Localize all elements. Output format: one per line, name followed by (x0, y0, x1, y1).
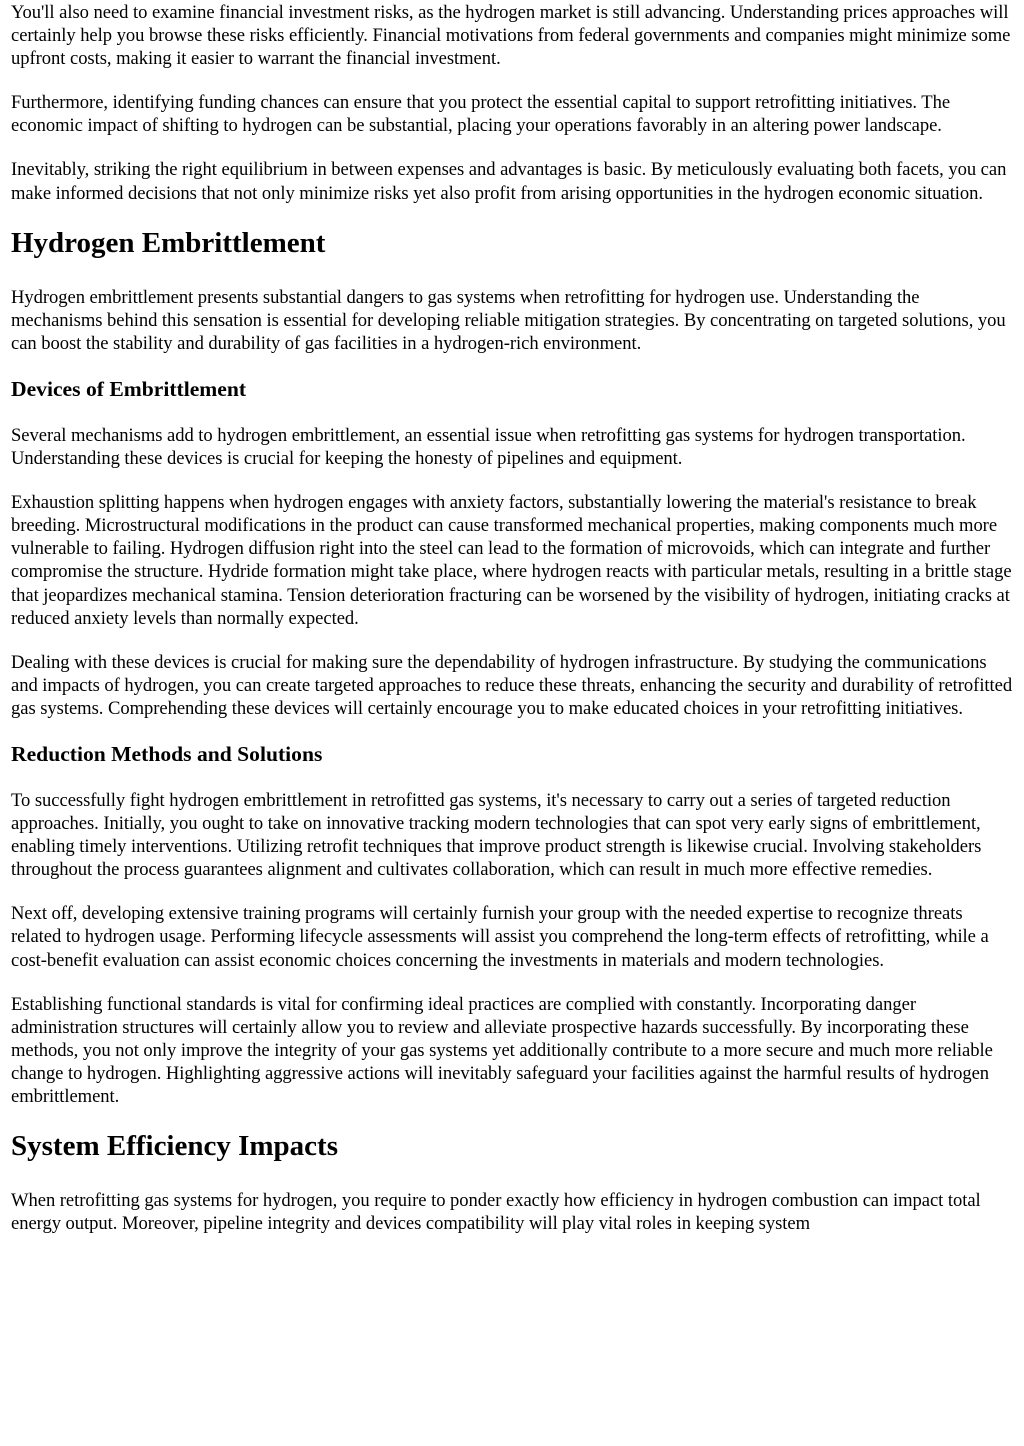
intro-paragraph-2: Furthermore, identifying funding chances can ensure that you protect the essential capital to support retrofitting initiatives. The economic impact of shifting to hydrogen can be substantial, placing your operations favorably in an altering power landscape. (11, 92, 951, 137)
sub1-paragraph-1: Several mechanisms add to hydrogen embrittlement, an essential issue when retrofitting gas systems for hydrogen transportation. Understanding these devices is crucial for keeping the honesty of pipelines and equipment. (11, 424, 966, 470)
sub2-paragraph-3: Establishing functional standards is vital for confirming ideal practices are complied with constantly. Incorporating danger administration structures will certainly allow you to review and alleviate prospective hazards successfully. By incorporating these methods, you not only improve the integrity of your gas systems yet additionally contribute to a more secure and much more reliable change to hydrogen. Highlighting aggressive actions will inevitably safeguard your facilities against the harmful results of hydrogen embrittlement. (11, 993, 993, 1107)
intro-paragraph-3: Inevitably, striking the right equilibrium in between expenses and advantages is basic. By meticulously evaluating both facets, you can make informed decisions that not only minimize risks yet also profit from arising opportunities in the hydrogen economic situation. (11, 159, 1007, 204)
subheading-devices-of-embrittlement: Devices of Embrittlement (11, 376, 247, 401)
section1-paragraph: Hydrogen embrittlement presents substantial dangers to gas systems when retrofitting for hydrogen use. Understanding the mechanisms behind this sensation is essential for developing reliable mitigation strategies. By concentrating on targeted solutions, you can boost the stability and durability of gas facilities in a hydrogen-rich environment. (11, 286, 1006, 354)
sub1-paragraph-3: Dealing with these devices is crucial for making sure the dependability of hydrogen infrastructure. By studying the communications and impacts of hydrogen, you can create targeted approaches to reduce these threats, enhancing the security and durability of retrofitted gas systems. Comprehending these devices will certainly encourage you to make educated choices in your retrofitting initiatives. (11, 651, 1013, 719)
intro-section (11, 0, 1014, 205)
section-heading-hydrogen-embrittlement: Hydrogen Embrittlement (11, 226, 326, 259)
intro-paragraph-1: You'll also need to examine financial investment risks, as the hydrogen market is still advancing. Understanding prices approaches will certainly help you browse these risks efficiently. Financial motivations from federal governments and companies might minimize some upfront costs, making it easier to warrant the financial investment. (11, 2, 1011, 70)
sub2-paragraph-2: Next off, developing extensive training programs will certainly furnish your group with the needed expertise to recognize threats related to hydrogen usage. Performing lifecycle assessments will assist you comprehend the long-term effects of retrofitting, while a cost-benefit evaluation can assist economic choices concerning the investments in materials and modern technologies. (11, 903, 989, 971)
sub1-paragraph-2: Exhaustion splitting happens when hydrogen engages with anxiety factors, substantially lowering the material's resistance to break breeding. Microstructural modifications in the product can cause transformed mechanical properties, making components much more vulnerable to failing. Hydrogen diffusion right into the steel can lead to the formation of microvoids, which can integrate and further compromise the structure. Hydride formation might take place, where hydrogen reacts with particular metals, resulting in a brittle stage that jeopardizes mechanical stamina. Tension deterioration fracturing can be worsened by the visibility of hydrogen, initiating cracks at reduced anxiety levels than normally expected. (11, 492, 1012, 629)
section-heading-system-efficiency: System Efficiency Impacts (11, 1130, 339, 1163)
section2-paragraph: When retrofitting gas systems for hydrogen, you require to ponder exactly how efficiency in hydrogen combustion can impact total energy output. Moreover, pipeline integrity and devices compatibility will play vital roles in keeping system (11, 1190, 981, 1235)
sub2-paragraph-1: To successfully fight hydrogen embrittlement in retrofitted gas systems, it's necessary to carry out a series of targeted reduction approaches. Initially, you ought to take on innovative tracking modern technologies that can spot very early signs of embrittlement, enabling timely interventions. Utilizing retrofit techniques that improve product strength is likewise crucial. Involving stakeholders throughout the process guarantees alignment and cultivates collaboration, which can result in much more effective remedies. (11, 789, 982, 881)
subheading-reduction-methods: Reduction Methods and Solutions (11, 741, 323, 766)
